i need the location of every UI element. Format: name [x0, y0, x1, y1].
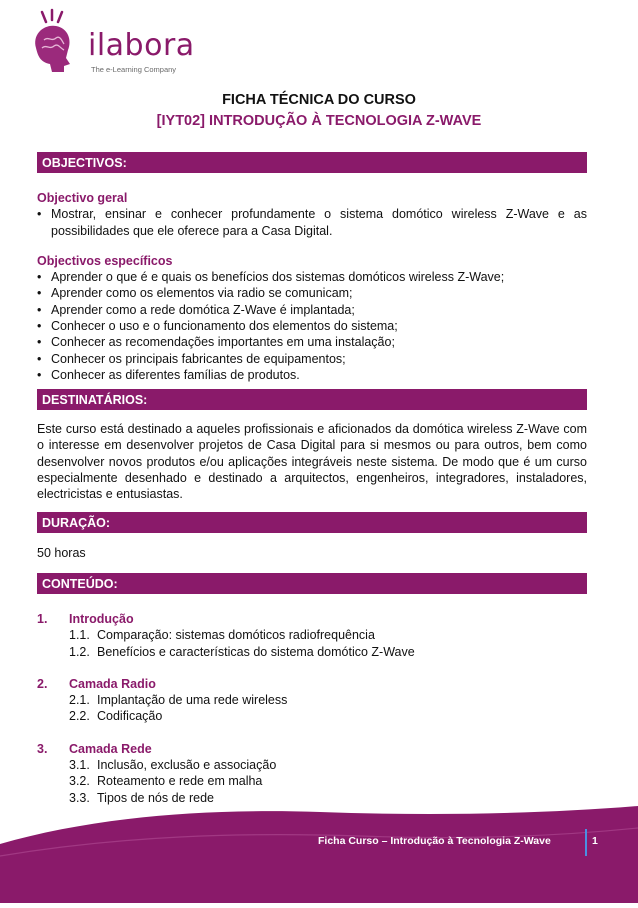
footer-text: Ficha Curso – Introdução à Tecnologia Z-Wave	[318, 835, 551, 847]
objectives-body	[37, 190, 587, 383]
specific-objective-text: Aprender como a rede domótica Z-Wave é implantada;	[51, 302, 355, 317]
subsection-text: Codificação	[97, 709, 163, 724]
bullet: •	[37, 286, 42, 301]
subsection-text: Implantação de uma rede wireless	[97, 693, 288, 708]
bullet: •	[37, 207, 42, 222]
subsection-text: Benefícios e características do sistema domótico Z-Wave	[97, 644, 415, 659]
content-outline	[37, 611, 587, 806]
general-objective-item	[37, 206, 587, 239]
subsection-item	[37, 644, 587, 660]
section-number: 1.	[37, 612, 48, 626]
bullet: •	[37, 302, 42, 317]
specific-objective-item	[37, 367, 587, 383]
section-number: 3.	[37, 741, 48, 756]
subsection-number: 3.2.	[69, 774, 90, 789]
bullet: •	[37, 367, 42, 382]
section-number: 2.	[37, 676, 48, 691]
specific-objective-item	[37, 285, 587, 301]
subsection-text: Roteamento e rede em malha	[97, 774, 263, 789]
general-objective-text: Mostrar, ensinar e conhecer profundamente o sistema domótico wireless Z-Wave e as possibilidades que ele oferece para a Casa Digital.	[51, 207, 587, 238]
specific-objective-item	[37, 302, 587, 318]
bullet: •	[37, 270, 42, 285]
specific-objective-text: Aprender o que é e quais os benefícios dos sistemas domóticos wireless Z-Wave;	[51, 270, 505, 285]
subsection-number: 3.1.	[69, 758, 90, 773]
subsection-item	[37, 692, 587, 708]
subsection-item	[37, 627, 587, 643]
specific-objective-text: Conhecer as recomendações importantes em uma instalação;	[51, 335, 395, 350]
course-title: [IYT02] INTRODUÇÃO À TECNOLOGIA Z-WAVE	[156, 113, 482, 129]
specific-objective-text: Conhecer o uso e o funcionamento dos elementos do sistema;	[51, 319, 398, 334]
subsection-text: Comparação: sistemas domóticos radiofrequência	[97, 628, 375, 643]
bullet: •	[37, 351, 42, 366]
section-title	[37, 741, 587, 757]
subsection-number: 2.2.	[69, 709, 90, 724]
subsection-number: 1.2.	[69, 644, 90, 659]
specific-objective-item	[37, 334, 587, 350]
page-number: 1	[592, 835, 598, 847]
subsection-item	[37, 757, 587, 773]
footer-wave	[0, 806, 638, 903]
brain-head-icon	[22, 8, 82, 78]
subsection-number: 1.1.	[69, 628, 90, 643]
specific-objective-text: Conhecer os principais fabricantes de equipamentos;	[51, 351, 346, 366]
section-label: Camada Radio	[69, 676, 156, 691]
specific-objective-text: Aprender como os elementos via radio se comunicam;	[51, 286, 353, 301]
document-title: FICHA TÉCNICA DO CURSO	[222, 92, 416, 108]
subsection-number: 3.3.	[69, 790, 90, 805]
section-title	[37, 676, 587, 692]
brand-tagline: The e-Learning Company	[91, 65, 177, 74]
specific-objective-text: Conhecer as diferentes famílias de produtos.	[51, 367, 300, 382]
content-heading: CONTEÚDO:	[37, 573, 587, 594]
subsection-number: 2.1.	[69, 693, 90, 708]
duration-heading: DURAÇÃO:	[37, 512, 587, 533]
audience-text: Este curso está destinado a aqueles profissionais e aficionados da domótica wireless Z-Wave com o interesse em desenvolver projetos de Casa Digital para si mesmos ou para outros, bem como desenvolver novos produtos e/ou aplicações integráveis neste sistema. De modo que é um curso especialmente desenhado e destinado a arquitectos, engenheiros, integradores, instaladores, electricistas e entusiastas.	[37, 422, 587, 502]
subsection-item	[37, 790, 587, 806]
logo	[22, 8, 195, 78]
section-label: Introdução	[69, 612, 134, 626]
footer-separator	[585, 829, 587, 856]
footer-decoration	[0, 806, 638, 903]
specific-objective-item	[37, 269, 587, 285]
objectives-heading: OBJECTIVOS:	[37, 152, 587, 173]
bullet: •	[37, 319, 42, 334]
subsection-text: Tipos de nós de rede	[97, 790, 214, 805]
bullet: •	[37, 335, 42, 350]
section-label: Camada Rede	[69, 741, 152, 756]
subsection-item	[37, 708, 587, 724]
specific-objective-item	[37, 351, 587, 367]
general-objective-label: Objectivo geral	[37, 191, 128, 205]
duration-text: 50 horas	[37, 546, 86, 560]
audience-heading: DESTINATÁRIOS:	[37, 389, 587, 410]
section-title	[37, 611, 587, 627]
specific-objectives-label: Objectivos específicos	[37, 253, 173, 268]
brand-name: ilabora	[88, 28, 195, 63]
subsection-item	[37, 773, 587, 789]
subsection-text: Inclusão, exclusão e associação	[97, 758, 277, 773]
specific-objective-item	[37, 318, 587, 334]
